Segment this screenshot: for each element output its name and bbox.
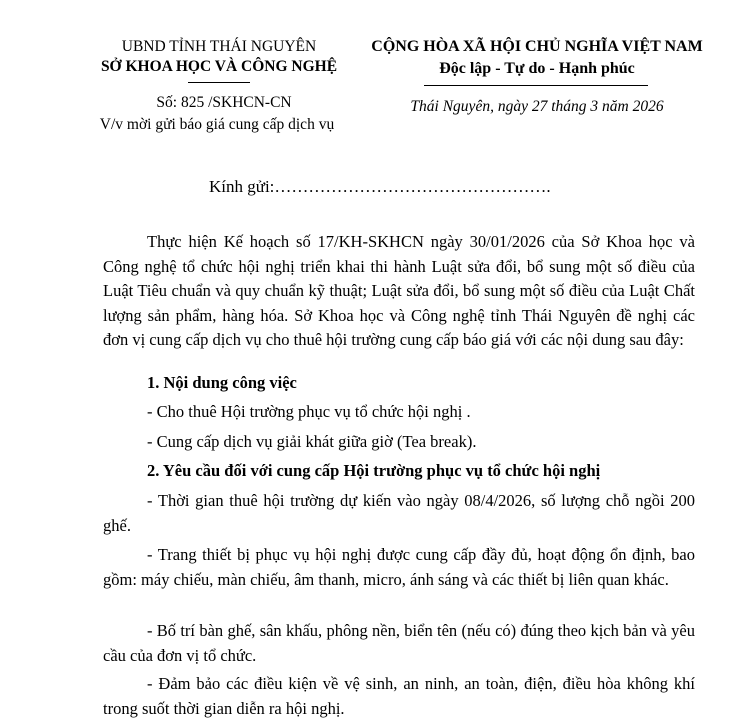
section1-heading: 1. Nội dung công việc: [147, 373, 297, 392]
section1-item: - Cung cấp dịch vụ giải khát giữa giờ (Tea break).: [147, 432, 477, 451]
document-subject: V/v mời gửi báo giá cung cấp dịch vụ: [99, 116, 335, 133]
issuing-department: SỞ KHOA HỌC VÀ CÔNG NGHỆ: [100, 58, 338, 75]
section2-item: - Trang thiết bị phục vụ hội nghị được cung cấp đầy đủ, hoạt động ổn định, bao gồm: máy chiếu, màn chiếu, âm thanh, micro, ánh sáng và các thiết bị liên quan khác.: [103, 545, 695, 589]
section2-heading: 2. Yêu cầu đối với cung cấp Hội trường phục vụ tổ chức hội nghị: [147, 461, 601, 480]
issue-date: Thái Nguyên, ngày 27 tháng 3 năm 2026: [410, 98, 664, 115]
issuing-agency: UBND TỈNH THÁI NGUYÊN: [121, 38, 317, 55]
motto-underline: [424, 85, 648, 86]
section2-item: - Bố trí bàn ghế, sân khấu, phông nền, biển tên (nếu có) đúng theo kịch bản và yêu cầu của đơn vị tổ chức.: [103, 621, 695, 665]
section2-item: - Đảm bảo các điều kiện về vệ sinh, an ninh, an toàn, điện, điều hòa không khí trong suốt thời gian diễn ra hội nghị.: [103, 674, 695, 718]
document-number: Số: 825 /SKHCN-CN: [156, 94, 292, 111]
section1-item: - Cho thuê Hội trường phục vụ tổ chức hội nghị .: [147, 402, 471, 421]
intro-paragraph: Thực hiện Kế hoạch số 17/KH-SKHCN ngày 30/01/2026 của Sở Khoa học và Công nghệ tổ chức hội nghị triển khai thi hành Luật sửa đổi, bổ sung một số điều của Luật Tiêu chuẩn và quy chuẩn kỹ thuật; Luật sửa đổi, bổ sung một số điều của Luật Chất lượng sản phẩm, hàng hóa. Sở Khoa học và Công nghệ tỉnh Thái Nguyên đề nghị các đơn vị cung cấp dịch vụ cho thuê hội trường cung cấp báo giá với các nội dung sau đây:: [103, 232, 695, 349]
department-underline: [188, 82, 250, 83]
recipient-line: Kính gửi:………………………………………….: [209, 177, 551, 196]
national-title: CỘNG HÒA XÃ HỘI CHỦ NGHĨA VIỆT NAM: [371, 38, 703, 55]
national-motto: Độc lập - Tự do - Hạnh phúc: [439, 60, 635, 77]
section2-item: - Thời gian thuê hội trường dự kiến vào ngày 08/4/2026, số lượng chỗ ngồi 200 ghế.: [103, 491, 695, 535]
